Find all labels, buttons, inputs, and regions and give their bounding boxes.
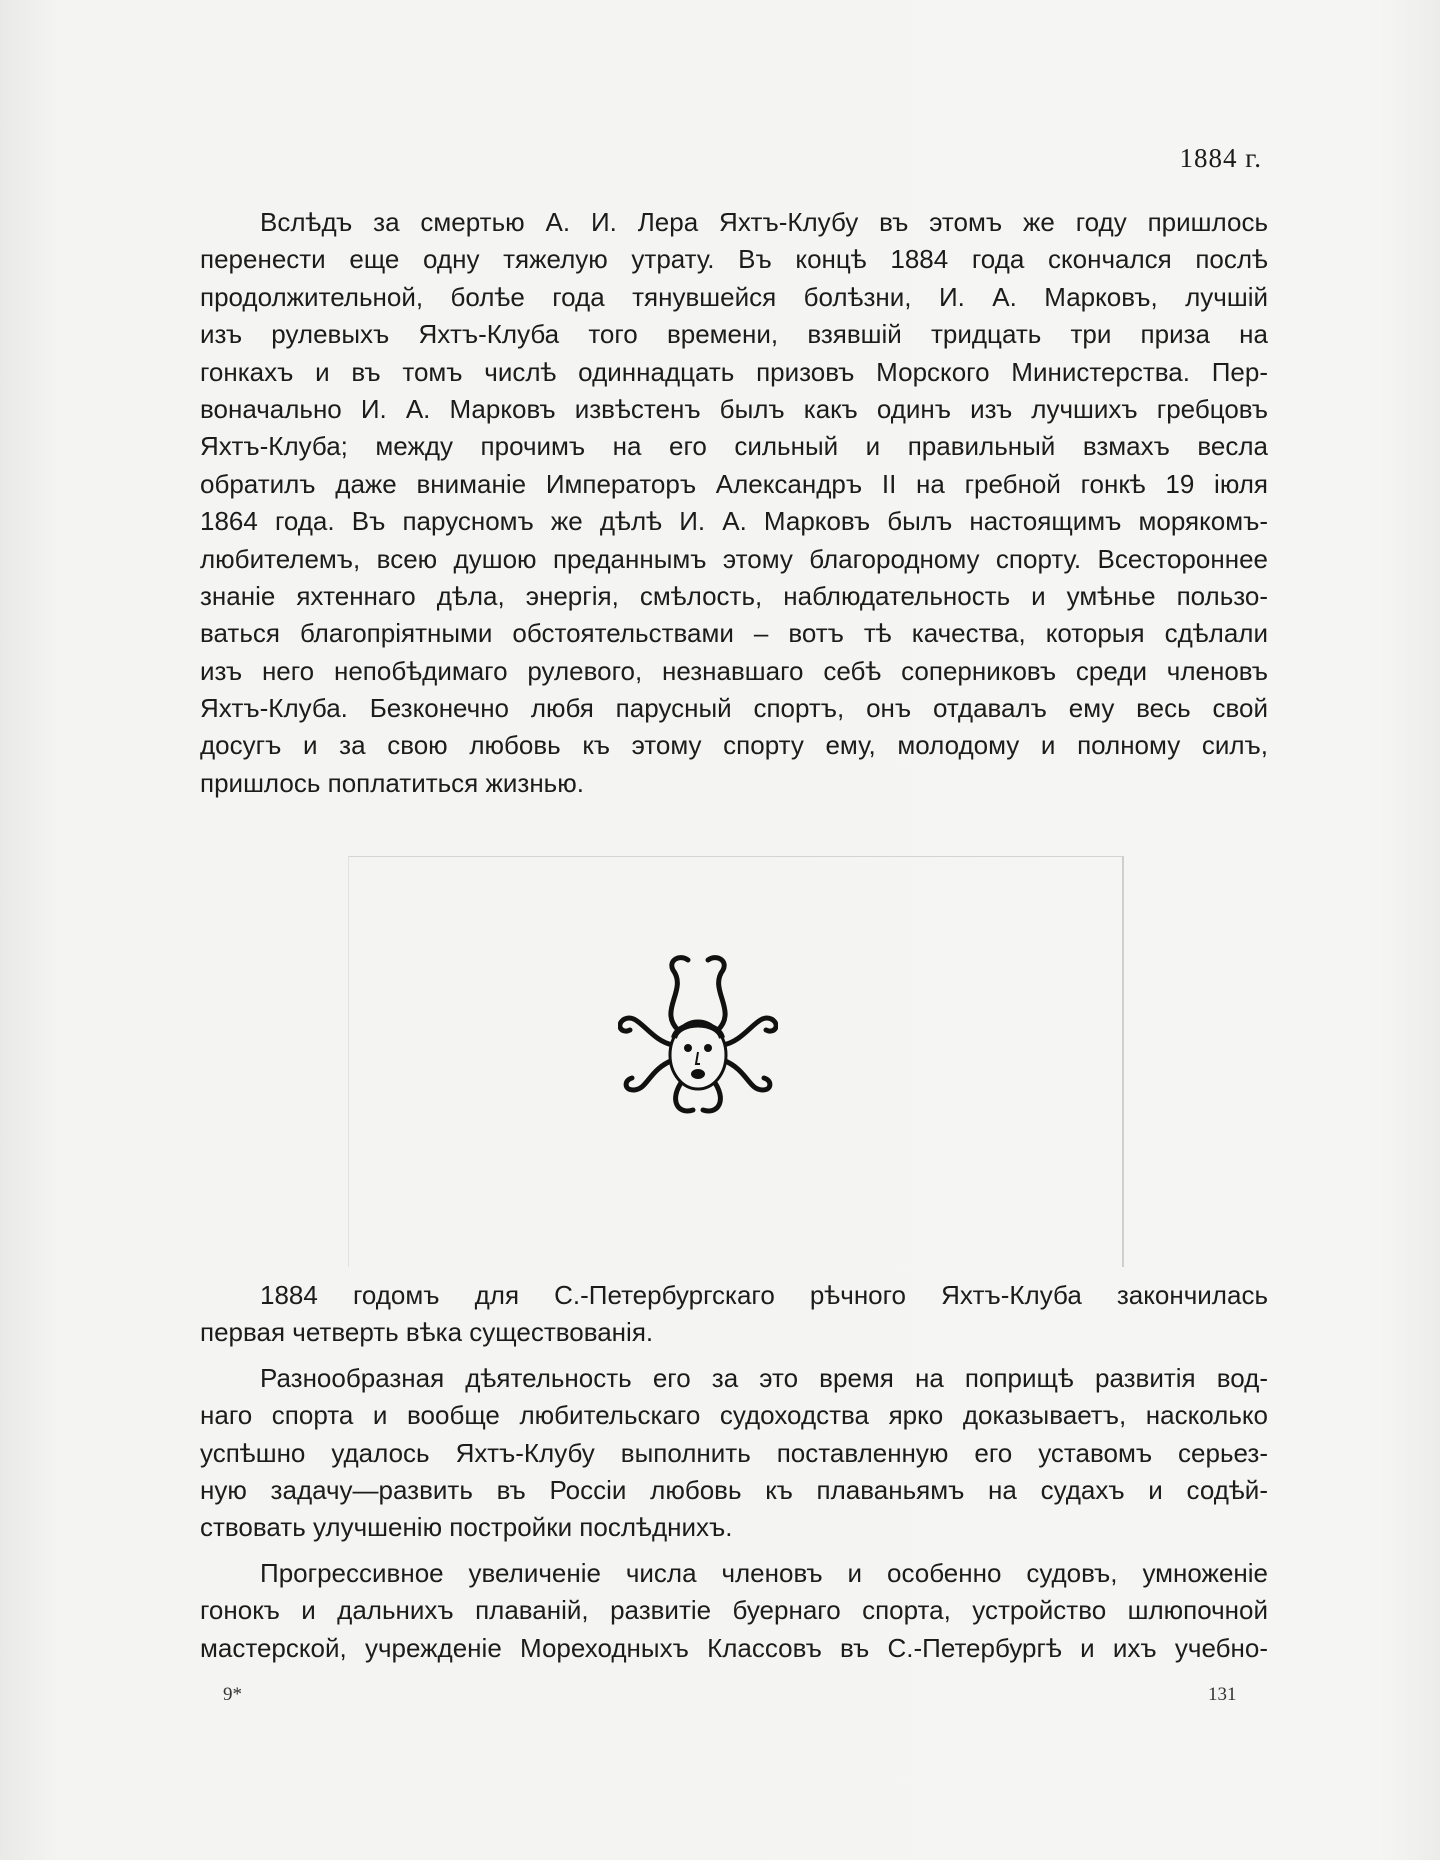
text-line: гонкахъ и въ томъ числѣ одиннадцать призовъ Морского Министерства. Пер- [200, 356, 1268, 387]
signature-mark: 9* [223, 1684, 242, 1705]
text-line: успѣшно удалось Яхтъ-Клубу выполнить поставленную его уставомъ серьез- [200, 1437, 1268, 1468]
text-line: перенести еще одну тяжелую утрату. Въ концѣ 1884 года скончался послѣ [200, 244, 1268, 275]
text-line: Вслѣдъ за смертью А. И. Лера Яхтъ-Клубу въ этомъ же году пришлось [260, 207, 1268, 237]
text-line: знаніе яхтеннаго дѣла, энергія, смѣлость, наблюдательность и умѣнье пользо- [200, 580, 1268, 611]
text-line: ную задачу—развить въ Россіи любовь къ плаваньямъ на судахъ и содѣй- [200, 1474, 1268, 1505]
running-head-year: 1884 г. [1179, 143, 1262, 173]
text-line: изъ рулевыхъ Яхтъ-Клуба того времени, взявшій тридцать три приза на [200, 319, 1268, 350]
text-line: ствовать улучшенію постройки послѣднихъ. [200, 1512, 733, 1543]
text-line: Яхтъ-Клуба; между прочимъ на его сильный и правильный взмахъ весла [200, 431, 1268, 462]
medusa-head-vignette [618, 950, 778, 1120]
text-line: досугъ и за свою любовь къ этому спорту ему, молодому и полному силъ, [200, 730, 1268, 761]
text-line: обратилъ даже вниманіе Императоръ Александръ II на гребной гонкѣ 19 іюля [200, 468, 1268, 499]
paragraph-markov [200, 204, 1268, 802]
text-line: мастерской, учрежденіе Мореходныхъ Классовъ въ С.-Петербургѣ и ихъ учебно- [200, 1632, 1268, 1663]
text-line: воначально И. А. Марковъ извѣстенъ былъ какъ одинъ изъ лучшихъ гребцовъ [200, 393, 1268, 424]
text-line: изъ него непобѣдимаго рулевого, незнавшаго себѣ соперниковъ среди членовъ [200, 655, 1268, 686]
text-line: Прогрессивное увеличеніе числа членовъ и особенно судовъ, умноженіе [260, 1557, 1268, 1588]
text-line: Яхтъ-Клуба. Безконечно любя парусный спортъ, онъ отдавалъ ему весь свой [200, 693, 1268, 724]
text-line: пришлось поплатиться жизнью. [200, 767, 584, 798]
text-line: первая четверть вѣка существованія. [200, 1317, 654, 1348]
text-line: гонокъ и дальнихъ плаваній, развитіе буернаго спорта, устройство шлюпочной [200, 1595, 1268, 1626]
text-line: наго спорта и вообще любительскаго судоходства ярко доказываетъ, насколько [200, 1400, 1268, 1431]
text-line: продолжительной, болѣе года тянувшейся болѣзни, И. А. Марковъ, лучшій [200, 281, 1268, 312]
text-line: 1884 годомъ для С.-Петербургскаго рѣчного Яхтъ-Клуба закончилась [260, 1280, 1268, 1310]
text-line: любителемъ, всею душою преданнымъ этому благородному спорту. Всестороннее [200, 543, 1268, 574]
text-line: Разнообразная дѣятельность его за это время на поприщѣ развитія вод- [260, 1362, 1268, 1393]
page-number: 131 [1208, 1684, 1237, 1705]
text-line: ваться благопріятными обстоятельствами – вотъ тѣ качества, которыя сдѣлали [200, 618, 1268, 649]
text-line: 1864 года. Въ парусномъ же дѣлѣ И. А. Марковъ былъ настоящимъ морякомъ- [200, 506, 1268, 537]
closing-section [200, 1277, 1268, 1667]
